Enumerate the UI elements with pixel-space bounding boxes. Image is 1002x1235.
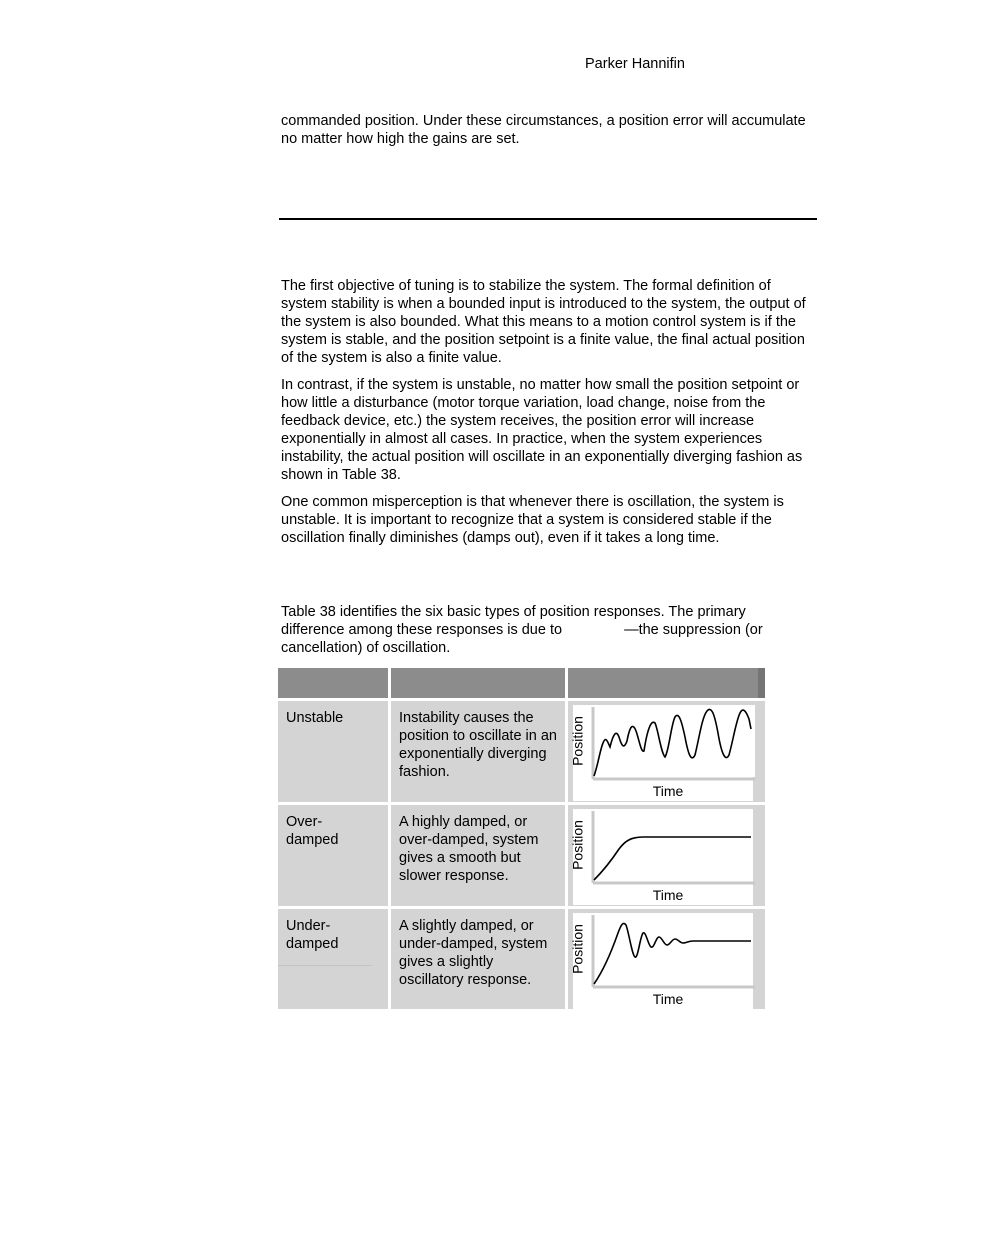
response-name: Unstable bbox=[286, 710, 344, 726]
table-row bbox=[278, 698, 765, 802]
underdamped-response-plot bbox=[569, 913, 757, 1009]
paragraph-instability: In contrast, if the system is unstable, no matter how small the position setpoint or how little a disturbance (motor torque variation, load change, noise from the feedback device, etc.) the system receives, the position error will increase exponentially in almost all cases. In practice, when the system experiences instability, the actual position will oscillate in an exponentially diverging fashion as shown in Table 38. bbox=[281, 377, 803, 483]
table-header-cell bbox=[278, 668, 391, 698]
paragraph-response-types-start: Table 38 identifies the six basic types of position responses. The primary difference among these responses is due to bbox=[281, 604, 746, 638]
paragraph-response-types-end: —the suppression (or cancellation) of oscillation. bbox=[281, 622, 763, 656]
table-header-cell bbox=[568, 668, 765, 698]
intro-paragraph: commanded position. Under these circumstances, a position error will accumulate no matter how high the gains are set. bbox=[281, 113, 806, 147]
position-response-table bbox=[278, 668, 765, 1009]
response-description: Instability causes the position to oscillate in an exponentially diverging fashion. bbox=[399, 710, 557, 780]
header-title: Parker Hannifin bbox=[585, 56, 685, 72]
plot-y-label: Position bbox=[569, 716, 586, 766]
paragraph-misperception: One common misperception is that whenever there is oscillation, the system is unstable. It is important to recognize that a system is considered stable if the oscillation finally diminishes (damps out), even if it takes a long time. bbox=[281, 494, 784, 546]
table-header-row bbox=[278, 668, 765, 698]
table-row bbox=[278, 802, 765, 906]
cell-divider bbox=[278, 965, 372, 966]
response-description: A slightly damped, or under-damped, system gives a slightly oscillatory response. bbox=[399, 918, 548, 988]
plot-x-label: Time bbox=[652, 887, 684, 903]
overdamped-response-plot bbox=[569, 809, 757, 905]
response-description: A highly damped, or over-damped, system gives a smooth but slower response. bbox=[399, 814, 539, 884]
response-name: Over- damped bbox=[286, 814, 339, 848]
paragraph-stability-definition: The first objective of tuning is to stabilize the system. The formal definition of system stability is when a bounded input is introduced to the system, the output of the system is also bounded. What this means to a motion control system is if the system is stable, and the position setpoint is a finite value, the final actual position of the system is also a finite value. bbox=[281, 278, 806, 366]
unstable-response-plot bbox=[569, 705, 757, 801]
plot-area bbox=[593, 705, 755, 777]
section-divider bbox=[279, 218, 817, 220]
paragraph-response-types bbox=[281, 603, 813, 657]
plot-x-label: Time bbox=[652, 783, 684, 799]
plot-x-label: Time bbox=[652, 991, 684, 1007]
table-row bbox=[278, 906, 765, 1009]
table-header-cell bbox=[391, 668, 568, 698]
plot-y-label: Position bbox=[569, 820, 586, 870]
plot-y-label: Position bbox=[569, 924, 586, 974]
response-name: Under- damped bbox=[286, 918, 339, 952]
